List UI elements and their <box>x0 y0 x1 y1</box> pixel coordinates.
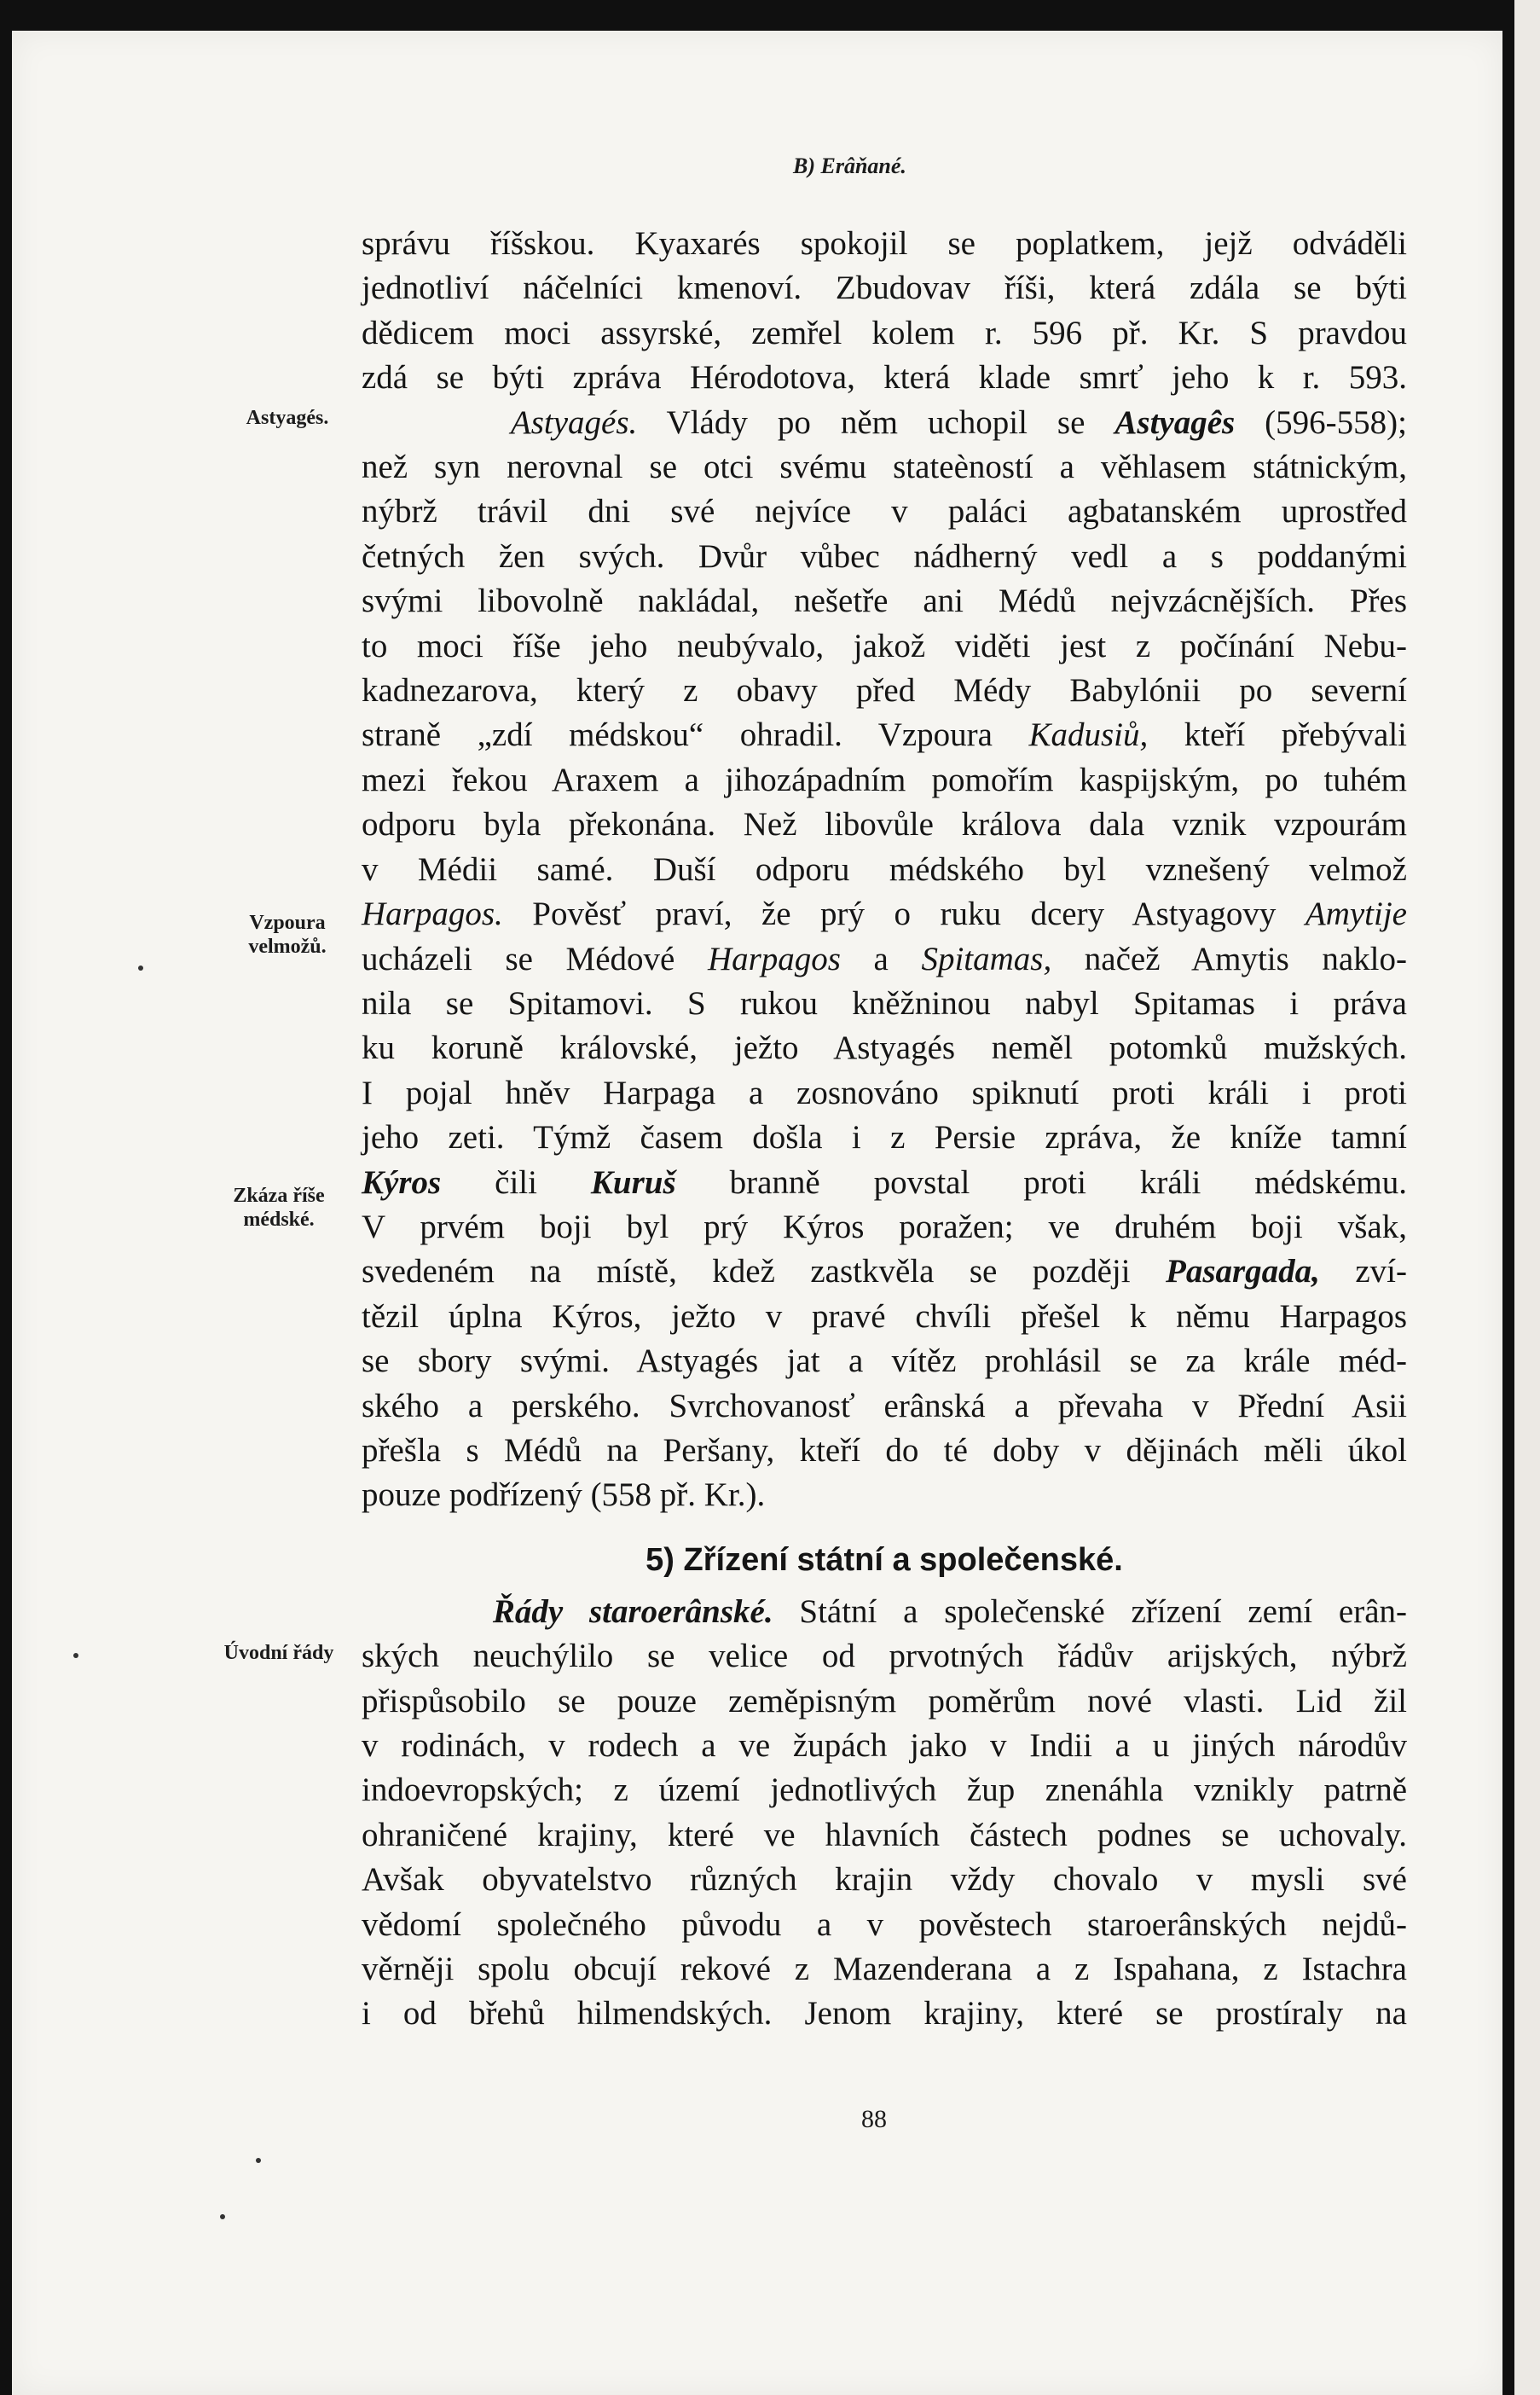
page-number: 88 <box>861 2105 887 2133</box>
ink-speck <box>220 2214 225 2219</box>
adjacent-page-edge <box>1514 0 1540 2395</box>
text-run: (596-558); <box>1235 403 1407 441</box>
ink-speck <box>73 1653 78 1658</box>
text-line: i od břehů hilmendských. Jenom krajiny, které se prostíraly na <box>362 1995 1407 2033</box>
bold-name-kyros: Kýros <box>362 1163 442 1201</box>
text-line: ku koruně královské, ježto Astyagés neměl potomků mužských. <box>362 1029 1407 1067</box>
text-line: ských neuchýlilo se velice od prvotných řádův arijských, nýbrž <box>362 1638 1407 1675</box>
margin-note-line: Vzpoura <box>249 912 326 934</box>
text-run: Vlády po něm uchopil se <box>637 403 1115 441</box>
text-line: V prvém boji byl prý Kýros poražen; ve druhém boji však, <box>362 1208 1407 1245</box>
text-line: přispůsobilo se pouze zeměpisným poměrům nové vlasti. Lid žil <box>362 1682 1407 1719</box>
italic-lead: Astyagés. <box>510 403 638 441</box>
margin-note-line: Zkáza říše <box>233 1185 325 1207</box>
text-line: odporu byla překonána. Než libovůle králova dala vznik vzpourám <box>362 806 1407 844</box>
text-run: kteří přebývali <box>1148 716 1408 754</box>
text-line: zdá se býti zpráva Hérodotova, která klade smrť jeho k r. 593. <box>362 359 1407 397</box>
italic-lead: Řády staroerânské. <box>492 1592 773 1630</box>
text-line: ského a perského. Svrchovanosť erânská a převaha v Přední Asii <box>362 1387 1407 1424</box>
text-run: čili <box>441 1163 591 1201</box>
text-line: jednotliví náčelníci kmenoví. Zbudovav říši, která zdála se býti <box>362 270 1407 307</box>
text-line: I pojal hněv Harpaga a zosnováno spiknutí proti králi i proti <box>362 1074 1407 1111</box>
running-head: B) Erâňané. <box>793 154 906 178</box>
text-line: svými libovolně nakládal, nešetře ani Médů nejvzácnějších. Přes <box>362 583 1407 620</box>
text-line: v Médii samé. Duší odporu médského byl vznešený velmož <box>362 850 1407 888</box>
text-line: ohraničené krajiny, které ve hlavních částech podnes se uchovaly. <box>362 1816 1407 1853</box>
ink-speck <box>256 2158 261 2163</box>
margin-note-line: velmožů. <box>248 936 327 958</box>
text-line: nýbrž trávil dni své nejvíce v paláci agbatanském uprostřed <box>362 493 1407 531</box>
bold-name-astyages: Astyagês <box>1114 403 1236 441</box>
main-text <box>362 222 1407 2037</box>
text-line <box>362 1161 1407 1205</box>
margin-note-uvodni: Úvodní řády <box>223 1642 334 1664</box>
bold-name-kurus: Kuruš <box>590 1163 676 1201</box>
italic-amytije: Amytije <box>1305 896 1407 933</box>
margin-note-line: médské. <box>243 1209 315 1231</box>
text-line: pouze podřízený (558 př. Kr.). <box>362 1476 766 1514</box>
text-line: kadnezarova, který z obavy před Médy Babylónii po severní <box>362 672 1407 710</box>
italic-kadusiu: Kadusiů, <box>1028 716 1149 754</box>
margin-note-vzpoura <box>206 911 368 959</box>
text-line: v rodinách, v rodech a ve župách jako v Indii a u jiných národův <box>362 1727 1407 1764</box>
text-line <box>362 1250 1407 1294</box>
text-line: přešla s Médů na Peršany, kteří do té doby v dějinách měli úkol <box>362 1431 1407 1469</box>
text-line: Avšak obyvatelstvo různých krajin vždy chovalo v mysli své <box>362 1861 1407 1899</box>
italic-pasargada: Pasargada, <box>1166 1253 1320 1290</box>
text-run: a <box>840 940 922 977</box>
text-run: načež Amytis naklo- <box>1051 940 1408 977</box>
text-line: než syn nerovnal se otci svému stateèností a věhlasem státnickým, <box>362 449 1407 486</box>
text-line: věrněji spolu obcují rekové z Mazenderana a z Ispahana, z Istachra <box>362 1951 1407 1988</box>
italic-harpagos: Harpagos. <box>362 896 503 933</box>
italic-spitamas: Spitamas, <box>921 940 1052 977</box>
text-line <box>362 713 1407 757</box>
text-line: se sbory svými. Astyagés jat a vítěz prohlásil se za krále méd- <box>362 1342 1407 1380</box>
margin-note-astyages: Astyagés. <box>246 407 329 429</box>
text-line: tězil úplna Kýros, ježto v pravé chvíli přešel k němu Harpagos <box>362 1297 1407 1335</box>
text-line: správu říšskou. Kyaxarés spokojil se poplatkem, jejž odváděli <box>362 225 1407 262</box>
text-line: to moci říše jeho neubývalo, jakož viděti jest z počínání Nebu- <box>362 627 1407 664</box>
text-run: branně povstal proti králi médskému. <box>675 1163 1407 1201</box>
text-line: mezi řekou Araxem a jihozápadním pomořím kaspijským, po tuhém <box>362 761 1407 798</box>
text-line: indoevropských; z území jednotlivých žup znenáhla vznikly patrně <box>362 1772 1407 1809</box>
text-line: dědicem moci assyrské, zemřel kolem r. 596 př. Kr. S pravdou <box>362 314 1407 351</box>
text-line: četných žen svých. Dvůr vůbec nádherný vedl a s poddanými <box>362 537 1407 575</box>
text-line: vědomí společného původu a v pověstech staroerânských nejdů- <box>362 1905 1407 1943</box>
italic-harpagos: Harpagos <box>707 940 841 977</box>
text-run: straně „zdí médskou“ ohradil. Vzpoura <box>362 716 1029 754</box>
text-line <box>362 892 1407 937</box>
text-line <box>362 401 1407 445</box>
text-line: nila se Spitamovi. S rukou kněžninou nabyl Spitamas i práva <box>362 984 1407 1022</box>
ink-speck <box>138 966 143 971</box>
text-run: svedeném na místě, kdež zastkvěla se později <box>362 1253 1166 1290</box>
text-run: Pověsť praví, že prý o ruku dcery Astyagovy <box>502 896 1306 933</box>
section-heading: 5) Zřízení státní a společenské. <box>646 1541 1123 1578</box>
text-run: zví- <box>1319 1253 1407 1290</box>
margin-note-zkaza <box>198 1184 360 1232</box>
text-line <box>362 937 1407 982</box>
text-run: Státní a společenské zřízení zemí erân- <box>773 1592 1407 1630</box>
text-line <box>362 1590 1407 1634</box>
text-run: ucházeli se Médové <box>362 940 708 977</box>
text-line: jeho zeti. Týmž časem došla i z Persie zpráva, že kníže tamní <box>362 1119 1407 1157</box>
